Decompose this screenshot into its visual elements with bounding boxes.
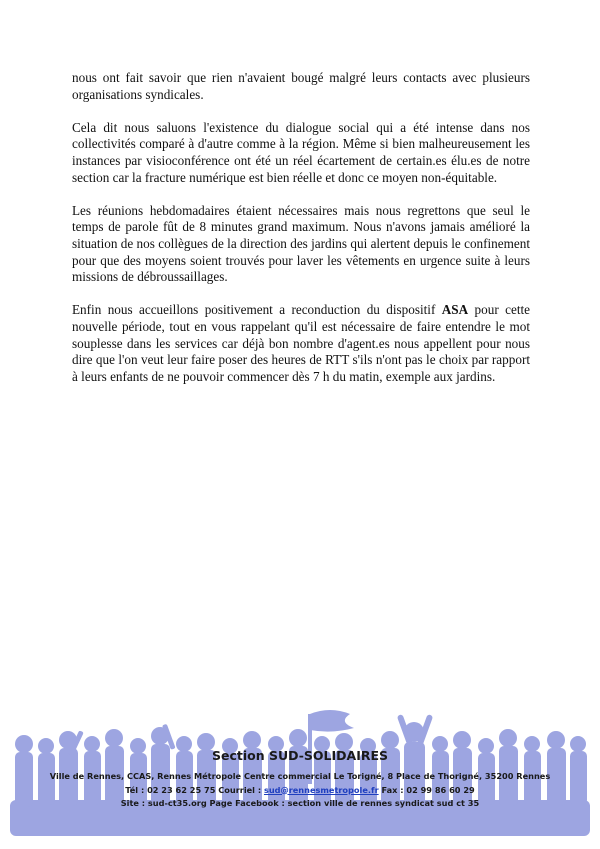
paragraph-1: nous ont fait savoir que rien n'avaient bougé malgré leurs contacts avec plusieurs organisations syndicales. bbox=[72, 70, 530, 102]
paragraph-4-start: Enfin nous accueillons positivement a reconduction du dispositif bbox=[72, 302, 442, 318]
paragraph-4-end: pour cette nouvelle période, tout en vous rappelant qu'il est nécessaire de faire entendre le mot souplesse dans les services car déjà bon nombre d'agent.es nous appellent pour nous dire que l'on veut leur faire poser des heures de RTT s'ils n'ont pas le choix par rapport à leurs enfants de ne pouvoir commencer dès 7 h du matin, exemple aux jardins. bbox=[72, 302, 530, 384]
site-line: Site : sud-ct35.org Page Facebook : section ville de rennes syndicat sud ct 35 bbox=[120, 798, 480, 808]
address-line: Ville de Rennes, CCAS, Rennes Métropole Centre commercial Le Torigné, 8 Place de Thorigné, 35200 Rennes bbox=[49, 771, 551, 781]
paragraph-3: Les réunions hebdomadaires étaient nécessaires mais nous regrettons que seul le temps de parole fût de 8 minutes grand maximum. Nous n'avons jamais amélioré la situation de nos collègues de la direction des jardins qui alertent depuis le confinement pour que des moyens soient trouvés pour laver les vêtements en urgence suite à leurs missions de débroussaillages. bbox=[72, 202, 530, 285]
contact-line bbox=[0, 784, 600, 798]
asa-term: ASA bbox=[441, 302, 469, 318]
letter-body bbox=[72, 70, 530, 402]
paragraph-4 bbox=[72, 302, 530, 385]
paragraph-2: Cela dit nous saluons l'existence du dialogue social qui a été intense dans nos collectivités comparé à d'autre comme à la région. Même si bien malheureusement les instances par visioconférence ont été un réel écartement de certain.es élu.es de notre section car la fracture numérique est bien réelle et donc ce moyen non-équitable. bbox=[72, 119, 530, 185]
footer-contact-block bbox=[0, 748, 600, 811]
fax-text: Fax : 02 99 86 60 29 bbox=[378, 784, 475, 795]
email-link[interactable]: sud@rennesmetropole.fr bbox=[263, 784, 379, 795]
phone-text: Tél : 02 23 62 25 75 Courriel : bbox=[125, 784, 264, 795]
section-title: Section SUD-SOLIDAIRES bbox=[211, 748, 389, 763]
